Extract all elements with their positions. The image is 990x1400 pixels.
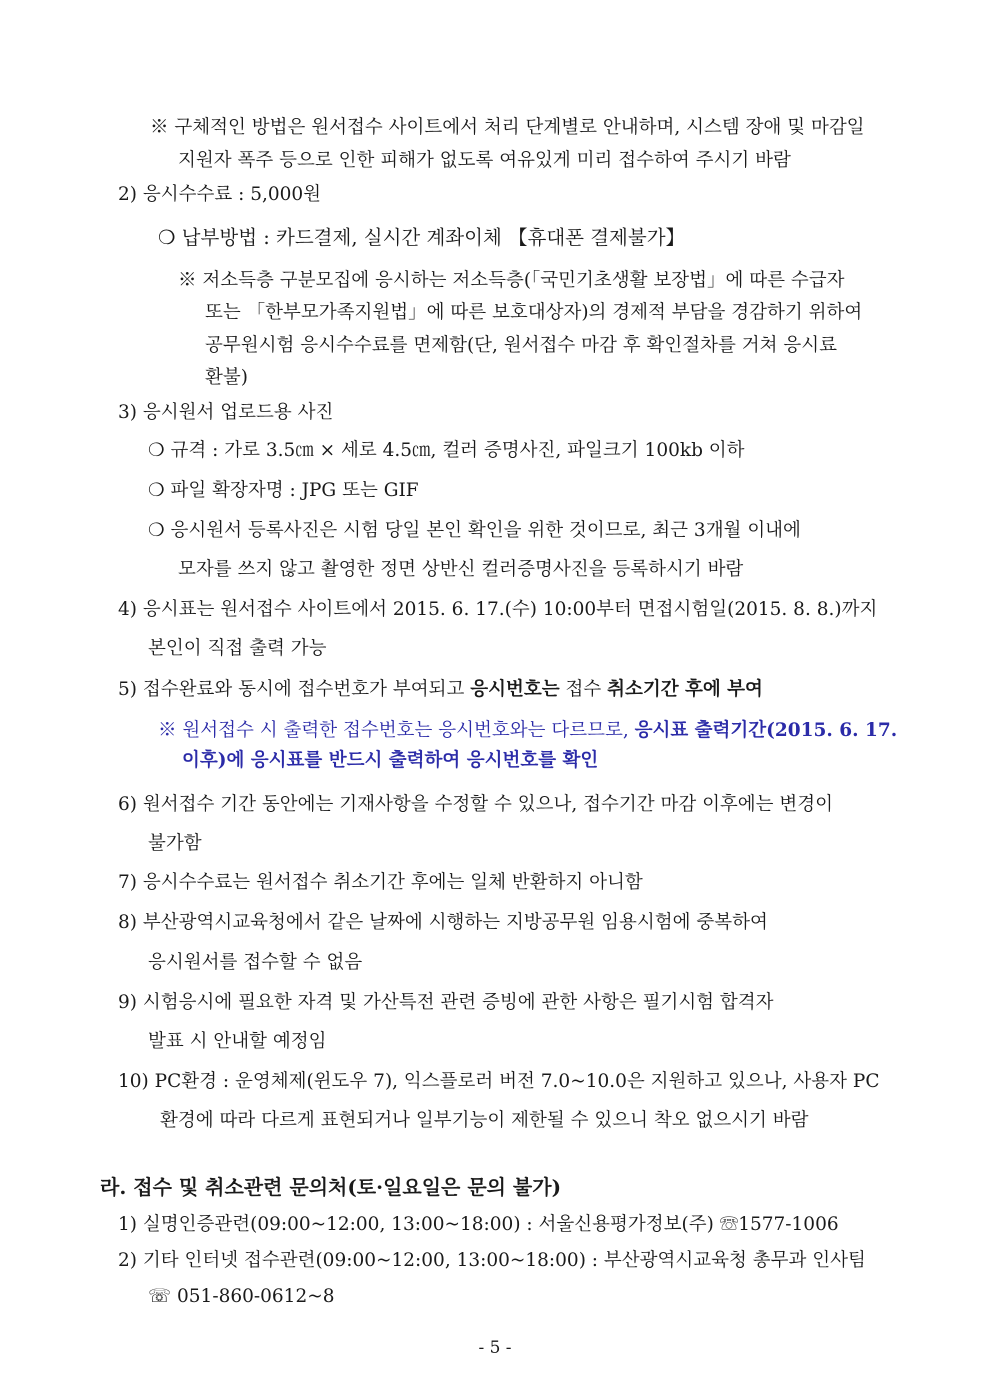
note-line: 지원자 폭주 등으로 인한 피해가 없도록 여유있게 미리 접수하여 주시기 바람	[178, 150, 791, 171]
item-5-text: 5) 접수완료와 동시에 접수번호가 부여되고	[118, 679, 471, 700]
note-line: ※ 저소득층 구분모집에 응시하는 저소득층(「국민기초생활 보장법」에 따른 수급자	[178, 270, 845, 291]
payment-method: ❍ 납부방법 : 카드결제, 실시간 계좌이체 【휴대폰 결제불가】	[158, 226, 686, 249]
item-5-bold: 응시번호는	[470, 679, 560, 700]
item-7: 7) 응시수수료는 원서접수 취소기간 후에는 일체 반환하지 아니함	[118, 872, 643, 893]
blue-note-text: ※ 원서접수 시 출력한 접수번호는 응시번호와는 다르므로,	[158, 720, 635, 741]
note-line: 또는 「한부모가족지원법」에 따른 보호대상자)의 경제적 부담을 경감하기 위하여	[205, 302, 863, 323]
note-line: 공무원시험 응시수수료를 면제함(단, 원서접수 마감 후 확인절차를 거쳐 응시료	[205, 335, 838, 356]
item-2: 2) 응시수수료 : 5,000원	[118, 184, 322, 205]
item-8-cont: 응시원서를 접수할 수 없음	[148, 952, 363, 973]
item-5-text: 접수	[559, 679, 608, 700]
blue-note	[158, 718, 897, 744]
note-line: ※ 구체적인 방법은 원서접수 사이트에서 처리 단계별로 안내하며, 시스템 장애 및 마감일	[150, 117, 865, 138]
note-line: 환불)	[205, 367, 248, 388]
item-9: 9) 시험응시에 필요한 자격 및 가산특전 관련 증빙에 관한 사항은 필기시험 합격자	[118, 992, 774, 1013]
item-10: 10) PC환경 : 운영체제(윈도우 7), 익스플로러 버전 7.0~10.0은 지원하고 있으나, 사용자 PC	[118, 1071, 880, 1092]
blue-note-bold: 응시표 출력기간(2015. 6. 17.	[634, 720, 898, 741]
bullet-line: 모자를 쓰지 않고 촬영한 정면 상반신 컬러증명사진을 등록하시기 바람	[178, 559, 744, 580]
section-heading: 라. 접수 및 취소관련 문의처(토·일요일은 문의 불가)	[100, 1175, 562, 1199]
item-4: 4) 응시표는 원서접수 사이트에서 2015. 6. 17.(수) 10:00부터 면접시험일(2015. 8. 8.)까지	[118, 599, 878, 620]
blue-note-line2: 이후)에 응시표를 반드시 출력하여 응시번호를 확인	[182, 750, 599, 771]
contact-phone: ☏ 051-860-0612~8	[148, 1286, 335, 1307]
item-4-cont: 본인이 직접 출력 가능	[148, 638, 327, 659]
item-8: 8) 부산광역시교육청에서 같은 날짜에 시행하는 지방공무원 임용시험에 중복하여	[118, 912, 768, 933]
item-3: 3) 응시원서 업로드용 사진	[118, 402, 334, 423]
item-6: 6) 원서접수 기간 동안에는 기재사항을 수정할 수 있으나, 접수기간 마감 이후에는 변경이	[118, 794, 834, 815]
bullet-line: ❍ 응시원서 등록사진은 시험 당일 본인 확인을 위한 것이므로, 최근 3개월 이내에	[148, 520, 801, 541]
bullet-line: ❍ 규격 : 가로 3.5㎝ × 세로 4.5㎝, 컬러 증명사진, 파일크기 100kb 이하	[148, 440, 745, 461]
contact-2: 2) 기타 인터넷 접수관련(09:00~12:00, 13:00~18:00) : 부산광역시교육청 총무과 인사팀	[118, 1250, 866, 1271]
contact-1: 1) 실명인증관련(09:00~12:00, 13:00~18:00) : 서울신용평가정보(주) ☏1577-1006	[118, 1214, 839, 1235]
item-9-cont: 발표 시 안내할 예정임	[148, 1031, 327, 1052]
item-5-bold: 취소기간 후에 부여	[607, 679, 763, 700]
bullet-line: ❍ 파일 확장자명 : JPG 또는 GIF	[148, 480, 419, 501]
page-number: - 5 -	[478, 1338, 512, 1358]
item-5	[118, 677, 763, 703]
item-6-cont: 불가함	[148, 833, 202, 854]
item-10-cont: 환경에 따라 다르게 표현되거나 일부기능이 제한될 수 있으니 착오 없으시기 바람	[160, 1110, 809, 1131]
